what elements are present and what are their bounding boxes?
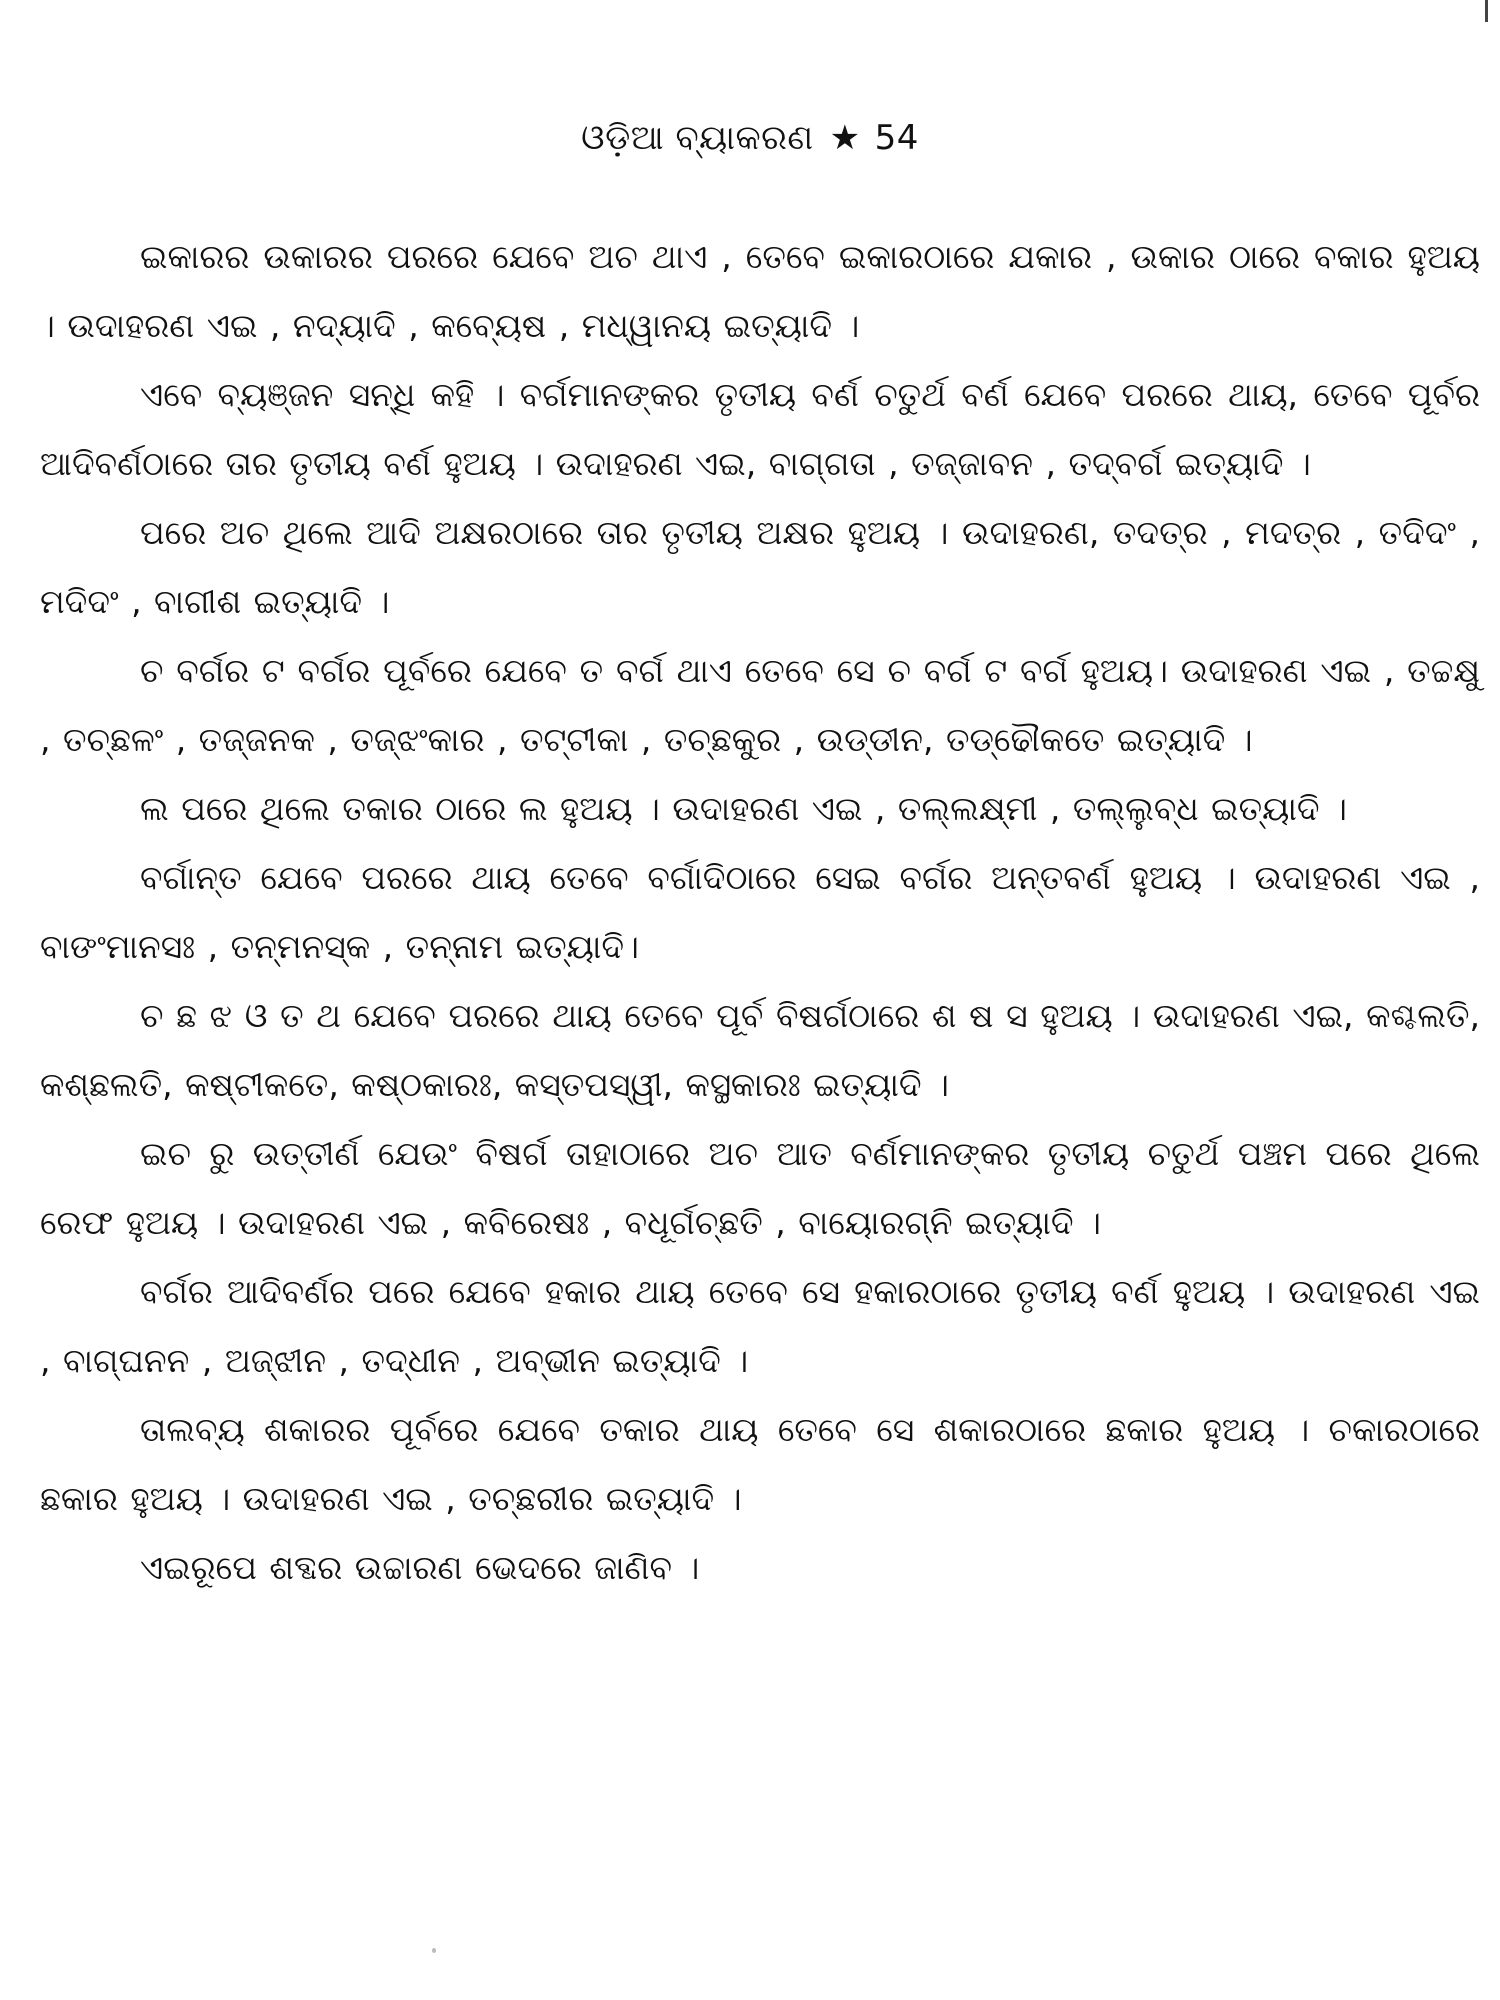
paragraph-5: ଲ ପରେ ଥିଲେ ତକାର ଠାରେ ଲ ହୁଅୟ । ଉଦାହରଣ ଏଇ , ତଲ୍ଲକ୍ଷ୍ମୀ , ତଲ୍ଲୁବ୍‌ଧ ଇତ୍ୟାଦି ।: [140, 789, 1347, 828]
paragraph-11: ଏଇରୂପେ ଶବ୍ଦର ଉଚ୍ଚାରଣ ଭେଦରେ ଜାଣିବ ।: [140, 1548, 700, 1587]
paragraph-1: ଇକାରର ଉକାରର ପରରେ ଯେବେ ଅଚ ଥାଏ , ତେବେ ଇକାରଠାରେ ଯକାର , ଉକାର ଠାରେ ବକାର ହୁଅୟ । ଉଦାହରଣ ଏଇ , ନଦ୍ୟାଦି , କବ୍ୟେଷ , ମଧ୍ୱାନୟ ଇତ୍ୟାଦି ।: [40, 237, 1480, 345]
paragraph-8: ଇଚ ରୁ ଉତ୍ତୀର୍ଣ ଯେଉଂ ବିଷର୍ଗ ତାହାଠାରେ ଅଚ ଆତ ବର୍ଣମାନଙ୍କର ତୃତୀୟ ଚତୁର୍ଥ ପଞ୍ଚମ ପରେ ଥିଲେ ରେଫ ହୁଅୟ । ଉଦାହରଣ ଏଇ , କବିରେଷଃ , ବଧୂର୍ଗଚ୍ଛତି , ବାୟୋରଗ୍ନି ଇତ୍ୟାଦି ।: [40, 1134, 1480, 1242]
scan-speck: [432, 1948, 436, 1953]
paragraph-2: ଏବେ ବ୍ୟଞ୍ଜନ ସନ୍ଧି କହି । ବର୍ଗମାନଙ୍କର ତୃତୀୟ ବର୍ଣ ଚତୁର୍ଥ ବର୍ଣ ଯେବେ ପରରେ ଥାୟ, ତେବେ ପୂର୍ବର ଆଦିବର୍ଣଠାରେ ତାର ତୃତୀୟ ବର୍ଣ ହୁଅୟ । ଉଦାହରଣ ଏଇ, ବାଗ୍‌ଗତା , ତଜ୍ଜାବନ , ତଦ୍ବର୍ଗ ଇତ୍ୟାଦି ।: [40, 375, 1480, 483]
star-icon: ★: [829, 118, 861, 158]
scan-edge-mark: [1485, 0, 1488, 22]
page-header: [0, 118, 1500, 158]
paragraph-4: ଚ ବର୍ଗର ଟ ବର୍ଗର ପୂର୍ବରେ ଯେବେ ତ ବର୍ଗ ଥାଏ ତେବେ ସେ ଚ ବର୍ଗ ଟ ବର୍ଗ ହୁଅୟ। ଉଦାହରଣ ଏଇ , ତଚ୍ଚକ୍ଷୁ , ତଚ୍ଛଳଂ , ତଜ୍ଜନକ , ତଜ୍‌ଝଂକାର , ତଟ୍ଟୀକା , ତଚ୍ଛକୁର , ଉଡ୍‌ଡୀନ, ତଡ୍‌ଢୌକତେ ଇତ୍ୟାଦି ।: [40, 651, 1480, 759]
paragraph-3: ପରେ ଅଚ ଥିଲେ ଆଦି ଅକ୍ଷରଠାରେ ତାର ତୃତୀୟ ଅକ୍ଷର ହୁଅୟ । ଉଦାହରଣ, ତଦତ୍ର , ମଦତ୍ର , ତଦିଦଂ , ମଦିଦଂ , ବାଗୀଶ ଇତ୍ୟାଦି ।: [40, 513, 1480, 621]
paragraph-6: ବର୍ଗାନ୍ତ ଯେବେ ପରରେ ଥାୟ ତେବେ ବର୍ଗାଦିଠାରେ ସେଇ ବର୍ଗର ଅନ୍ତବର୍ଣ ହୁଅୟ । ଉଦାହରଣ ଏଇ , ବାଙଂମାନସଃ , ତନ୍ମନସ୍କ , ତନ୍ନାମ ଇତ୍ୟାଦି।: [40, 858, 1480, 966]
paragraph-9: ବର୍ଗର ଆଦିବର୍ଣର ପରେ ଯେବେ ହକାର ଥାୟ ତେବେ ସେ ହକାରଠାରେ ତୃତୀୟ ବର୍ଣ ହୁଅୟ । ଉଦାହରଣ ଏଇ , ବାଗ୍‌ଘନନ , ଅଜ୍‌ଝୀନ , ତଦ୍‌ଧୀନ , ଅବ୍‌ଭୀନ ଇତ୍ୟାଦି ।: [40, 1272, 1480, 1380]
page-body: [40, 222, 1480, 1602]
paragraph-10: ତାଲବ୍ୟ ଶକାରର ପୂର୍ବରେ ଯେବେ ତକାର ଥାୟ ତେବେ ସେ ଶକାରଠାରେ ଛକାର ହୁଅୟ । ଚକାରଠାରେ ଛକାର ହୁଅୟ । ଉଦାହରଣ ଏଇ , ତଚ୍ଛରୀର ଇତ୍ୟାଦି ।: [40, 1410, 1480, 1518]
page-number: 54: [874, 118, 919, 158]
book-title: ଓଡ଼ିଆ ବ୍ୟାକରଣ: [581, 118, 814, 158]
paragraph-7: ଚ ଛ ଝ ଓ ତ ଥ ଯେବେ ପରରେ ଥାୟ ତେବେ ପୂର୍ବ ବିଷର୍ଗଠାରେ ଶ ଷ ସ ହୁଅୟ । ଉଦାହରଣ ଏଇ, କଶ୍ଚଲତି, କଶ୍ଛଲତି, କଷ୍ଟୀକତେ, କଷ୍ଠକାରଃ, କସ୍ତପସ୍ୱୀ, କସ୍ଥକାରଃ ଇତ୍ୟାଦି ।: [40, 996, 1480, 1104]
